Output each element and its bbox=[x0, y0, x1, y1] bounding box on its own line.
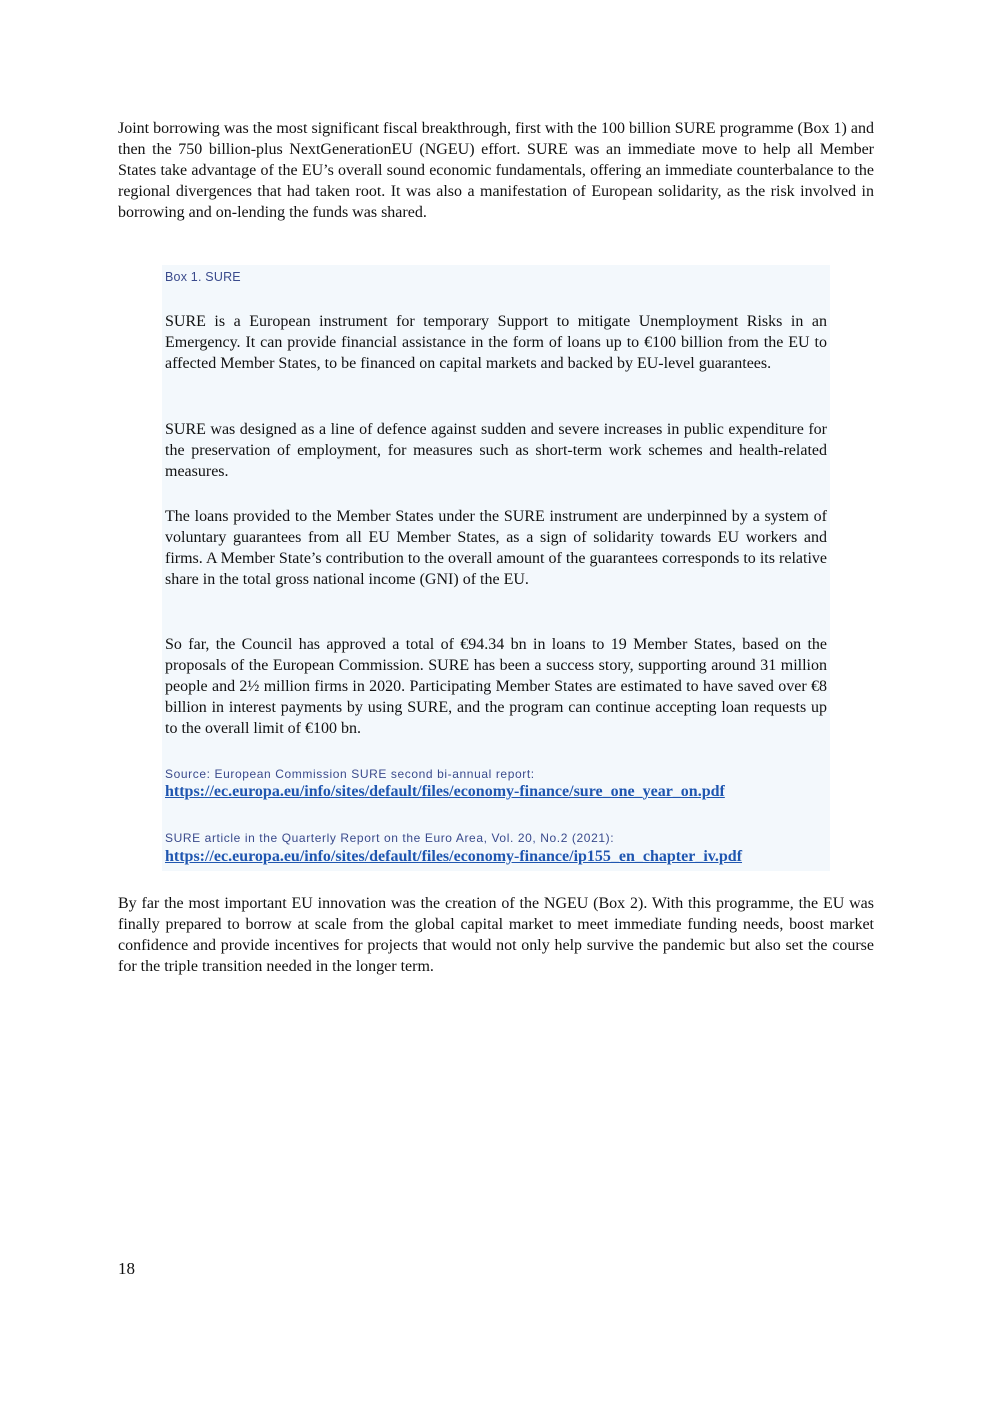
source-label: SURE article in the Quarterly Report on the Euro Area, Vol. 20, No.2 (2021): bbox=[165, 831, 615, 845]
box-title: Box 1. SURE bbox=[165, 270, 241, 284]
page-number: 18 bbox=[118, 1259, 135, 1278]
outro-paragraph: By far the most important EU innovation was the creation of the NGEU (Box 2). With this programme, the EU was finally prepared to borrow at scale from the global capital market to meet immediate funding needs, boost market confidence and provide incentives for projects that would not only help survive the pandemic but also set the course for the triple transition needed in the longer term. bbox=[118, 895, 874, 975]
box-paragraph: The loans provided to the Member States under the SURE instrument are underpinned by a system of voluntary guarantees from all EU Member States, as a sign of solidarity towards EU workers and firms. A Member State’s contribution to the overall amount of the guarantees corresponds to its relative share in the total gross national income (GNI) of the EU. bbox=[165, 508, 827, 588]
source-label: Source: European Commission SURE second bi-annual report: bbox=[165, 767, 535, 781]
box-1-sure bbox=[162, 265, 830, 871]
source-link[interactable]: https://ec.europa.eu/info/sites/default/files/economy-finance/ip155_en_chapter_iv.pdf bbox=[165, 848, 743, 865]
box-paragraph: SURE was designed as a line of defence against sudden and severe increases in public expenditure for the preservation of employment, for measures such as short-term work schemes and health-related measures. bbox=[165, 421, 827, 480]
source-link[interactable]: https://ec.europa.eu/info/sites/default/files/economy-finance/sure_one_year_on.pdf bbox=[165, 783, 725, 800]
box-paragraph: So far, the Council has approved a total of €94.34 bn in loans to 19 Member States, based on the proposals of the European Commission. SURE has been a success story, supporting around 31 million people and 2½ million firms in 2020. Participating Member States are estimated to have saved over €8 billion in interest payments by using SURE, and the program can continue accepting loan requests up to the overall limit of €100 bn. bbox=[165, 636, 827, 737]
box-paragraph: SURE is a European instrument for temporary Support to mitigate Unemployment Risks in an Emergency. It can provide financial assistance in the form of loans up to €100 billion from the EU to affected Member States, to be financed on capital markets and backed by EU-level guarantees. bbox=[165, 313, 827, 372]
intro-paragraph: Joint borrowing was the most significant fiscal breakthrough, first with the 100 billion SURE programme (Box 1) and then the 750 billion-plus NextGenerationEU (NGEU) effort. SURE was an immediate move to help all Member States take advantage of the EU’s overall sound economic fundamentals, offering an immediate counterbalance to the regional divergences that had taken root. It was also a manifestation of European solidarity, as the risk involved in borrowing and on-lending the funds was shared. bbox=[118, 120, 874, 221]
